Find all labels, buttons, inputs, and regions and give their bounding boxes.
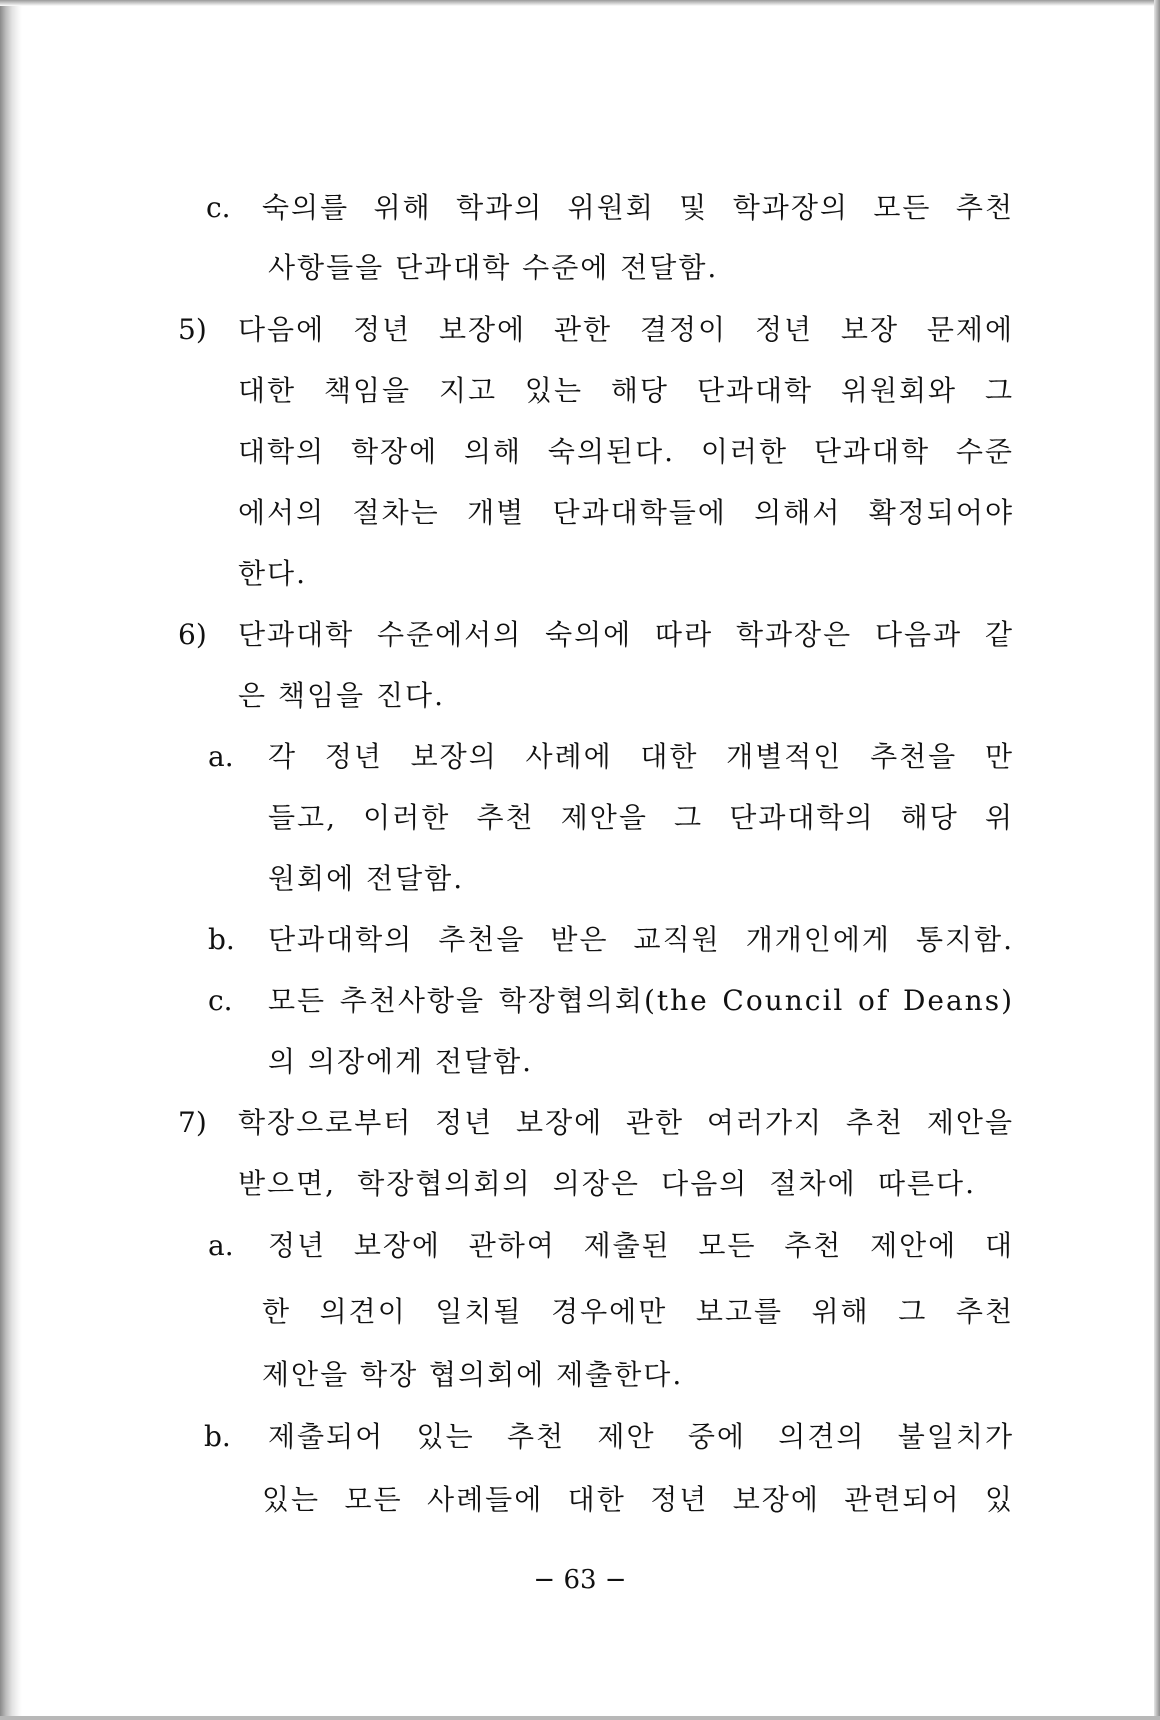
item-marker: a. (208, 740, 234, 773)
text-line: 학장으로부터 정년 보장에 관한 여러가지 추천 제안을 (238, 1106, 1014, 1139)
text-line: 숙의를 위해 학과의 위원회 및 학과장의 모든 추천 (262, 191, 1014, 224)
text-line: 대학의 학장에 의해 숙의된다. 이러한 단과대학 수준 (238, 435, 1014, 468)
item-marker: a. (208, 1229, 234, 1262)
text-line: 한다. (238, 557, 307, 590)
text-line: 에서의 절차는 개별 단과대학들에 의해서 확정되어야 (238, 496, 1014, 529)
page-edge-top (0, 0, 1160, 6)
text-line: 받으면, 학장협의회의 의장은 다음의 절차에 따른다. (238, 1167, 976, 1200)
text-line: 들고, 이러한 추천 제안을 그 단과대학의 해당 위 (268, 801, 1014, 834)
item-marker: c. (208, 984, 233, 1017)
text-line: 한 의견이 일치될 경우에만 보고를 위해 그 추천 (262, 1295, 1014, 1328)
item-marker: 7) (178, 1106, 207, 1139)
text-line: 제출되어 있는 추천 제안 중에 의견의 불일치가 (268, 1420, 1014, 1453)
item-marker: 6) (178, 618, 207, 651)
page-edge-right (1154, 0, 1160, 1720)
text-line: 다음에 정년 보장에 관한 결정이 정년 보장 문제에 (238, 313, 1014, 346)
text-line: 단과대학의 추천을 받은 교직원 개개인에게 통지함. (268, 923, 1014, 956)
text-line: 정년 보장에 관하여 제출된 모든 추천 제안에 대 (268, 1229, 1014, 1262)
text-line: 각 정년 보장의 사례에 대한 개별적인 추천을 만 (268, 740, 1014, 773)
text-line: 원회에 전달함. (268, 862, 465, 895)
item-marker: b. (204, 1420, 231, 1453)
item-marker: c. (206, 191, 231, 224)
text-line: 단과대학 수준에서의 숙의에 따라 학과장은 다음과 같 (238, 618, 1014, 651)
page-edge-left (0, 0, 22, 1720)
text-line: 있는 모든 사례들에 대한 정년 보장에 관련되어 있 (262, 1483, 1014, 1516)
text-line: 의 의장에게 전달함. (268, 1045, 534, 1078)
item-marker: b. (208, 923, 235, 956)
item-marker: 5) (178, 313, 207, 346)
text-line: 은 책임을 진다. (238, 679, 445, 712)
page-number: − 63 − (533, 1565, 627, 1595)
text-line: 대한 책임을 지고 있는 해당 단과대학 위원회와 그 (238, 374, 1014, 407)
page-edge-bottom (0, 1716, 1160, 1720)
text-line: 제안을 학장 협의회에 제출한다. (262, 1358, 684, 1391)
text-line: 모든 추천사항을 학장협의회(the Council of Deans) (268, 984, 1014, 1017)
text-line: 사항들을 단과대학 수준에 전달함. (268, 251, 719, 284)
